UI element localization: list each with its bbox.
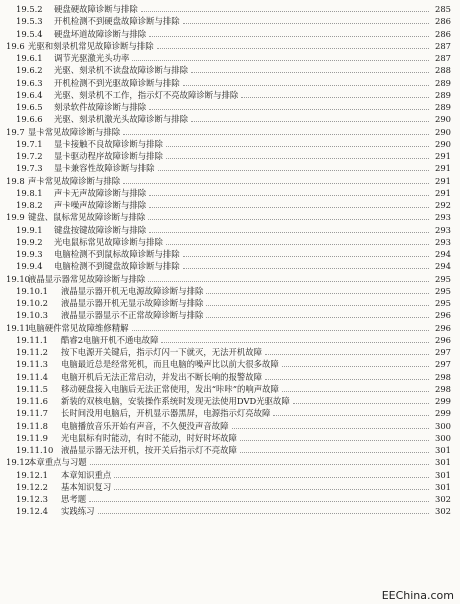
toc-title: 键盘按键故障诊断与排除 [54, 224, 147, 235]
toc-page-number: 301 [435, 457, 451, 468]
dot-leader [232, 428, 429, 429]
dot-leader [240, 440, 429, 441]
toc-number: 19.11 [6, 322, 30, 333]
toc-title: 电脑检测不到键盘故障诊断与排除 [54, 261, 180, 272]
toc-page-number: 295 [435, 298, 451, 308]
toc-title: 电脑播放音乐开始有声音，不久便没声音故障 [61, 420, 229, 431]
toc-number: 19.6.2 [16, 65, 43, 76]
toc-number: 19.9.2 [16, 236, 43, 247]
toc-title: 电脑硬件常见故障维修精解 [28, 322, 129, 333]
toc-number: 19.12.3 [16, 494, 48, 504]
toc-number: 19.9 [6, 212, 25, 223]
toc-section [0, 175, 460, 187]
dot-leader [183, 23, 429, 24]
toc-title: 光电鼠标常见故障诊断与排除 [54, 236, 163, 247]
toc-page-number: 297 [435, 347, 451, 357]
toc-title: 实践练习 [61, 506, 95, 517]
toc-number: 19.11.2 [16, 347, 48, 357]
toc-entry [0, 15, 460, 27]
dot-leader [98, 513, 429, 514]
toc-page-number: 293 [435, 212, 451, 223]
toc-page-number: 291 [435, 175, 451, 186]
toc-entry [0, 383, 460, 395]
toc-number: 19.9.4 [16, 261, 43, 272]
toc-entry [0, 162, 460, 174]
toc-entry [0, 469, 460, 481]
dot-leader [273, 415, 429, 416]
toc-number: 19.6.4 [16, 89, 43, 100]
toc-entry [0, 150, 460, 162]
toc-number: 19.6.3 [16, 77, 43, 88]
toc-title: 显卡常见故障诊断与排除 [28, 126, 121, 137]
toc-title: 电脑检测不到鼠标故障诊断与排除 [54, 249, 180, 259]
toc-number: 19.6.6 [16, 114, 43, 125]
toc-number: 19.7.2 [16, 151, 43, 161]
toc-page-number: 302 [435, 506, 451, 517]
toc-number: 19.10.1 [16, 285, 48, 296]
toc-entry [0, 101, 460, 113]
toc-title: 显卡接触不良故障诊断与排除 [54, 138, 163, 149]
toc-number: 19.12.4 [16, 506, 48, 517]
toc-page-number: 291 [435, 163, 451, 174]
toc-title: 液晶显示器开机无电源故障诊断与排除 [61, 285, 204, 296]
toc-entry [0, 248, 460, 260]
toc-title: 液晶显示器无法开机，按开关后指示灯不亮故障 [61, 445, 237, 455]
toc-page-number: 288 [435, 65, 451, 76]
dot-leader [166, 244, 429, 245]
toc-number: 19.6.1 [16, 53, 43, 63]
toc-title: 光驱、刻录机不读盘故障诊断与排除 [54, 65, 188, 76]
toc-number: 19.10 [6, 273, 30, 284]
toc-title: 键盘、鼠标常见故障诊断与排除 [28, 212, 146, 223]
toc-section [0, 211, 460, 223]
toc-section [0, 40, 460, 52]
toc-page-number: 292 [435, 200, 451, 210]
toc-title: 酷睿2电脑开机不通电故障 [61, 334, 159, 345]
toc-entry [0, 187, 460, 199]
toc-page-number: 297 [435, 359, 451, 370]
dot-leader [148, 281, 429, 282]
dot-leader [149, 36, 429, 37]
toc-section [0, 126, 460, 138]
toc-page-number: 299 [435, 396, 451, 406]
toc-page-number: 294 [435, 249, 451, 259]
toc-page-number: 300 [435, 432, 451, 443]
toc-title: 刻录软件故障诊断与排除 [54, 102, 147, 112]
toc-entry [0, 432, 460, 444]
toc-number: 19.12 [6, 457, 30, 468]
dot-leader [149, 109, 429, 110]
dot-leader [265, 354, 429, 355]
toc-number: 19.5.3 [16, 16, 43, 27]
toc-page-number: 302 [435, 494, 451, 504]
dot-leader [265, 379, 429, 380]
toc-title: 硬盘硬故障诊断与排除 [54, 4, 138, 14]
toc-entry [0, 395, 460, 407]
toc-number: 19.11.1 [16, 334, 48, 345]
dot-leader [158, 170, 429, 171]
toc-number: 19.9.1 [16, 224, 43, 235]
toc-title: 电脑开机后无法正常启动，并发出不断长响的报警故障 [61, 371, 262, 382]
toc-page-number: 298 [435, 383, 451, 394]
watermark-text: EEChina.com [381, 589, 454, 602]
toc-page-number: 290 [435, 126, 451, 137]
toc-title: 调节光驱激光头功率 [54, 53, 130, 63]
dot-leader [282, 366, 429, 367]
toc-entry [0, 334, 460, 346]
dot-leader [141, 11, 429, 12]
toc-page-number: 289 [435, 89, 451, 100]
dot-leader [90, 464, 429, 465]
toc-entry [0, 199, 460, 211]
dot-leader [183, 85, 429, 86]
toc-number: 19.11.7 [16, 408, 48, 419]
toc-entry [0, 371, 460, 383]
toc-title: 思考题 [61, 494, 87, 504]
toc-number: 19.7.1 [16, 138, 43, 149]
toc-entry [0, 52, 460, 64]
dot-leader [293, 403, 429, 404]
toc-page-number: 293 [435, 236, 451, 247]
toc-page-number: 291 [435, 151, 451, 161]
toc-page-number: 295 [435, 273, 451, 284]
toc-page-number: 287 [435, 40, 451, 51]
toc-entry [0, 28, 460, 40]
dot-leader [166, 146, 429, 147]
dot-leader [282, 391, 429, 392]
toc-page-number: 295 [435, 285, 451, 296]
toc-title: 液晶显示器常见故障诊断与排除 [28, 273, 146, 284]
toc-page-number: 289 [435, 77, 451, 88]
toc-page-number: 287 [435, 53, 451, 63]
toc-number: 19.6.5 [16, 102, 43, 112]
toc-number: 19.11.6 [16, 396, 48, 406]
dot-leader [89, 501, 429, 502]
toc-page-number: 290 [435, 114, 451, 125]
toc-title: 声卡常见故障诊断与排除 [28, 175, 121, 186]
dot-leader [123, 134, 429, 135]
toc-title: 光驱、刻录机激光头故障诊断与排除 [54, 114, 188, 125]
toc-number: 19.8.1 [16, 187, 43, 198]
toc-entry [0, 444, 460, 456]
toc-number: 19.9.3 [16, 249, 43, 259]
toc-page-number: 294 [435, 261, 451, 272]
dot-leader [132, 60, 429, 61]
dot-leader [132, 330, 429, 331]
toc-page-number: 298 [435, 371, 451, 382]
toc-title: 开机检测不到硬盘故障诊断与排除 [54, 16, 180, 27]
dot-leader [149, 207, 429, 208]
toc-number: 19.12.2 [16, 481, 48, 492]
toc-title: 移动硬盘接入电脑后无法正常使用，发出“咔咔”的响声故障 [61, 383, 279, 394]
dot-leader [161, 342, 429, 343]
toc-title: 声卡无声故障诊断与排除 [54, 187, 147, 198]
toc-page-number: 296 [435, 322, 451, 333]
dot-leader [166, 158, 429, 159]
toc-title: 显卡驱动程序故障诊断与排除 [54, 151, 163, 161]
dot-leader [114, 477, 429, 478]
toc-title: 液晶显示器显示不正常故障诊断与排除 [61, 310, 204, 321]
toc-number: 19.5.4 [16, 28, 43, 39]
toc-entry [0, 64, 460, 76]
toc-page-number: 290 [435, 138, 451, 149]
toc-page-number: 296 [435, 334, 451, 345]
toc-entry [0, 224, 460, 236]
toc-number: 19.11.4 [16, 371, 48, 382]
toc-title: 光驱和刻录机常见故障诊断与排除 [28, 40, 154, 51]
toc-title: 本章知识重点 [61, 469, 112, 480]
dot-leader [149, 232, 429, 233]
toc-number: 19.11.10 [16, 445, 54, 455]
toc-entry [0, 260, 460, 272]
toc-number: 19.11.8 [16, 420, 48, 431]
toc-section [0, 322, 460, 334]
toc-entry [0, 309, 460, 321]
toc-page-number: 289 [435, 102, 451, 112]
toc-title: 硬盘坏道故障诊断与排除 [54, 28, 147, 39]
toc-entry [0, 493, 460, 505]
toc-title: 液晶显示器开机无显示故障诊断与排除 [61, 298, 204, 308]
toc-page-number: 299 [435, 408, 451, 419]
dot-leader [183, 268, 429, 269]
toc-number: 19.11.3 [16, 359, 48, 370]
toc-number: 19.11.5 [16, 383, 48, 394]
toc-entry [0, 77, 460, 89]
toc-number: 19.10.2 [16, 298, 48, 308]
toc-title: 声卡噪声故障诊断与排除 [54, 200, 147, 210]
toc-title: 基本知识复习 [61, 481, 112, 492]
toc-page-number: 286 [435, 16, 451, 27]
toc-title: 光电鼠标有时能动，有时不能动，时好时坏故障 [61, 432, 237, 443]
toc-page-number: 291 [435, 187, 451, 198]
dot-leader [206, 305, 429, 306]
toc-entry [0, 346, 460, 358]
dot-leader [148, 219, 429, 220]
toc-entry [0, 407, 460, 419]
toc-entry [0, 420, 460, 432]
toc-number: 19.10.3 [16, 310, 48, 321]
toc-entry [0, 236, 460, 248]
toc-entry [0, 138, 460, 150]
toc-section [0, 273, 460, 285]
dot-leader [157, 48, 429, 49]
dot-leader [206, 317, 429, 318]
toc-number: 19.7.3 [16, 163, 43, 174]
dot-leader [183, 256, 429, 257]
toc-title: 长时间没用电脑后，开机显示器黑屏，电源指示灯亮故障 [61, 408, 271, 419]
toc-entry [0, 89, 460, 101]
dot-leader [191, 121, 429, 122]
toc-entry [0, 481, 460, 493]
toc-number: 19.11.9 [16, 432, 48, 443]
dot-leader [191, 72, 429, 73]
toc-entry [0, 113, 460, 125]
toc-entry [0, 3, 460, 15]
toc-title: 显卡兼容性故障诊断与排除 [54, 163, 155, 174]
dot-leader [206, 293, 429, 294]
toc-page-number: 301 [435, 469, 451, 480]
dot-leader [114, 489, 429, 490]
dot-leader [149, 195, 429, 196]
toc-number: 19.7 [6, 126, 25, 137]
toc-title: 本章重点与习题 [28, 457, 87, 468]
dot-leader [123, 183, 429, 184]
toc-title: 开机检测不到光驱故障诊断与排除 [54, 77, 180, 88]
toc-number: 19.8.2 [16, 200, 43, 210]
toc-number: 19.5.2 [16, 4, 43, 14]
toc-title: 光驱、刻录机不工作，指示灯不亮故障诊断与排除 [54, 89, 239, 100]
toc-number: 19.12.1 [16, 469, 48, 480]
toc-page-number: 301 [435, 481, 451, 492]
toc-page-number: 293 [435, 224, 451, 235]
toc-title: 新装的双核电脑，安装操作系统时发现无法使用DVD光驱故障 [61, 396, 290, 406]
toc-page-number: 300 [435, 420, 451, 431]
toc-title: 按下电源开关键后，指示灯闪一下就灭，无法开机故障 [61, 347, 262, 357]
toc-number: 19.6 [6, 40, 25, 51]
toc-number: 19.8 [6, 175, 25, 186]
toc-page-number: 301 [435, 445, 451, 455]
toc-title: 电脑最近总是经常死机，而且电脑的噪声比以前大很多故障 [61, 359, 279, 370]
toc-page-number: 285 [435, 4, 451, 14]
toc-section [0, 456, 460, 468]
toc-entry [0, 505, 460, 517]
dot-leader [240, 452, 429, 453]
toc-entry [0, 358, 460, 370]
table-of-contents [0, 3, 460, 518]
toc-entry [0, 285, 460, 297]
toc-page-number: 286 [435, 28, 451, 39]
toc-page-number: 296 [435, 310, 451, 321]
dot-leader [241, 97, 429, 98]
toc-entry [0, 297, 460, 309]
